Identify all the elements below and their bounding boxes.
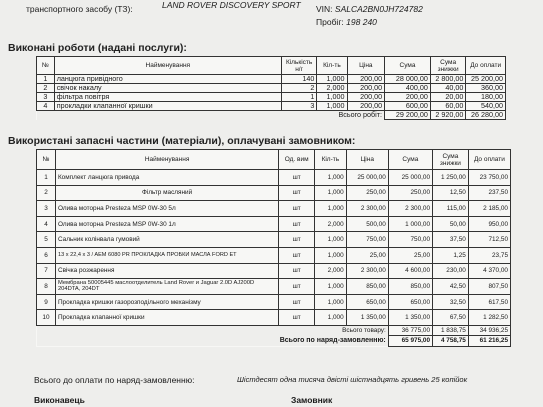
parts-pay: 950,00 [468,216,510,232]
works-total-row [37,111,506,120]
parts-row [37,310,511,326]
grand-total-pay: 61 216,25 [468,335,510,346]
works-qty-nh: 1 [281,93,316,102]
parts-name: Прокладка кришки газорозподільного механізму [55,294,278,310]
parts-unit: шт [279,185,315,201]
works-pay: 180,00 [466,93,506,102]
parts-row [37,279,511,295]
parts-price: 25,00 [346,247,388,263]
works-disc: 2 800,00 [430,75,465,84]
parts-name: Олива моторна Presteza MSP 0W-30 1л [55,216,278,232]
parts-unit: шт [279,232,315,248]
parts-unit: шт [279,279,315,295]
parts-sum: 850,00 [388,279,432,295]
parts-total-pay: 34 936,25 [468,325,510,335]
works-n: 1 [37,75,55,84]
parts-name: Мембрана 50005445 маслоотделитель Land Rover и Jaguar 2.0D AJ200D 204DTA, 204DT [55,279,278,295]
works-col-pay: До оплати [466,57,506,75]
parts-name: Фільтр масляний [55,185,278,201]
parts-col-pay: До оплати [468,150,510,170]
parts-row [37,232,511,248]
parts-pay: 4 370,00 [468,263,510,279]
works-table [36,56,506,120]
works-disc: 20,00 [430,93,465,102]
parts-row [37,294,511,310]
parts-row [37,216,511,232]
parts-unit: шт [279,201,315,217]
parts-price: 750,00 [346,232,388,248]
works-header-row [37,57,506,75]
works-n: 3 [37,93,55,102]
works-pay: 25 200,00 [466,75,506,84]
parts-qty: 1,000 [315,201,347,217]
works-qty-nh: 3 [281,102,316,111]
executor-label: Виконавець [34,395,85,405]
parts-price: 850,00 [346,279,388,295]
parts-sum: 2 300,00 [388,201,432,217]
parts-col-qty: Кіл-ть [315,150,347,170]
works-name: свічок накалу [54,84,281,93]
works-total-label: Всього робіт: [37,111,385,120]
works-price: 200,00 [347,75,385,84]
parts-n: 8 [37,279,56,295]
parts-name: Олива моторна Presteza MSP 0W-30 5л [55,201,278,217]
parts-price: 25 000,00 [346,170,388,186]
parts-price: 2 300,00 [346,201,388,217]
parts-col-n: № [37,150,56,170]
parts-pay: 617,50 [468,294,510,310]
works-name: ланцюга привідного [54,75,281,84]
works-col-price: Ціна [347,57,385,75]
parts-pay: 23 750,00 [468,170,510,186]
works-col-disc: Сума знижки [430,57,465,75]
parts-sum: 650,00 [388,294,432,310]
parts-name: Комплект ланцюга привода [55,170,278,186]
works-price: 200,00 [347,102,385,111]
parts-sum: 1 000,00 [388,216,432,232]
parts-price: 250,00 [346,185,388,201]
parts-n: 3 [37,201,56,217]
works-row [37,75,506,84]
parts-disc: 42,50 [433,279,469,295]
parts-n: 4 [37,216,56,232]
works-price: 200,00 [347,93,385,102]
vehicle-model: LAND ROVER DISCOVERY SPORT [162,0,301,10]
parts-qty: 1,000 [315,185,347,201]
works-title: Виконані роботи (надані послуги): [8,42,187,54]
works-name: прокладки клапанної кришки [54,102,281,111]
works-n: 4 [37,102,55,111]
parts-name: 13 x 22,4 x 3 / AEM 6080 PR ПРОКЛАДКА ПРОБКИ МАСЛА FORD ET [55,247,278,263]
works-n: 2 [37,84,55,93]
vin-row [316,4,423,14]
works-pay: 360,00 [466,84,506,93]
works-col-n: № [37,57,55,75]
parts-disc: 230,00 [433,263,469,279]
vin-label: VIN: [316,4,333,14]
works-col-name: Найменування [54,57,281,75]
parts-sum: 750,00 [388,232,432,248]
grand-total-disc: 4 758,75 [433,335,469,346]
parts-unit: шт [279,216,315,232]
parts-n: 6 [37,247,56,263]
parts-name: Прокладка клапанної кришки [55,310,278,326]
works-qty: 1,000 [317,75,347,84]
parts-price: 650,00 [346,294,388,310]
parts-n: 5 [37,232,56,248]
parts-row [37,263,511,279]
works-col-qty-nh: Кількість н/г [281,57,316,75]
works-total-pay: 26 280,00 [466,111,506,120]
parts-row [37,185,511,201]
parts-qty: 1,000 [315,279,347,295]
mileage-label: Пробіг: [316,17,344,27]
pay-total-words: Шістдесят одна тисяча двісті шістнадцять гривень 25 копійок [237,375,468,384]
vehicle-label: транспортного засобу (ТЗ): [26,4,133,14]
parts-unit: шт [279,294,315,310]
parts-pay: 23,75 [468,247,510,263]
parts-disc: 12,50 [433,185,469,201]
works-disc: 60,00 [430,102,465,111]
works-qty: 2,000 [317,84,347,93]
works-qty-nh: 140 [281,75,316,84]
parts-total-sum: 36 775,00 [388,325,432,335]
parts-price: 2 300,00 [346,263,388,279]
parts-unit: шт [279,310,315,326]
parts-disc: 67,50 [433,310,469,326]
parts-row [37,201,511,217]
parts-title: Використані запасні частини (матеріали), оплачувані замовником: [8,135,356,147]
parts-row [37,247,511,263]
parts-col-sum: Сума [388,150,432,170]
mileage-value: 198 240 [346,17,377,27]
parts-total-disc: 1 838,75 [433,325,469,335]
works-total-disc: 2 920,00 [430,111,465,120]
parts-n: 10 [37,310,56,326]
works-sum: 200,00 [385,93,431,102]
pay-total-label: Всього до оплати по наряд-замовленню: [34,375,195,385]
customer-label: Замовник [291,395,333,405]
parts-pay: 807,50 [468,279,510,295]
works-pay: 540,00 [466,102,506,111]
parts-unit: шт [279,247,315,263]
works-sum: 28 000,00 [385,75,431,84]
parts-name: Сальник колінвала гумовий [55,232,278,248]
works-row [37,84,506,93]
works-row [37,102,506,111]
parts-n: 2 [37,185,56,201]
parts-qty: 2,000 [315,216,347,232]
works-row [37,93,506,102]
parts-sum: 1 350,00 [388,310,432,326]
works-name: фільтра повітря [54,93,281,102]
parts-total-label: Всього товару: [37,325,389,335]
parts-qty: 1,000 [315,232,347,248]
works-total-sum: 29 200,00 [385,111,431,120]
parts-qty: 1,000 [315,170,347,186]
parts-n: 9 [37,294,56,310]
parts-n: 1 [37,170,56,186]
parts-pay: 1 282,50 [468,310,510,326]
parts-unit: шт [279,263,315,279]
parts-sum: 25 000,00 [388,170,432,186]
parts-disc: 1,25 [433,247,469,263]
parts-sum: 250,00 [388,185,432,201]
parts-header-row [37,150,511,170]
parts-disc: 1 250,00 [433,170,469,186]
parts-disc: 37,50 [433,232,469,248]
parts-name: Свічка розжарення [55,263,278,279]
parts-unit: шт [279,170,315,186]
parts-col-unit: Од. вим [279,150,315,170]
parts-qty: 1,000 [315,294,347,310]
works-qty: 1,000 [317,102,347,111]
parts-col-name: Найменування [55,150,278,170]
parts-table [36,149,511,347]
works-qty: 1,000 [317,93,347,102]
grand-total-label: Всього по наряд-замовленню: [37,335,389,346]
works-qty-nh: 2 [281,84,316,93]
parts-n: 7 [37,263,56,279]
works-col-qty: Кіл-ть [317,57,347,75]
mileage-row [316,17,377,27]
grand-total-sum: 65 975,00 [388,335,432,346]
works-sum: 400,00 [385,84,431,93]
parts-pay: 237,50 [468,185,510,201]
parts-pay: 2 185,00 [468,201,510,217]
works-col-sum: Сума [385,57,431,75]
parts-total-row [37,325,511,335]
parts-disc: 50,00 [433,216,469,232]
parts-disc: 115,00 [433,201,469,217]
grand-total-row [37,335,511,346]
parts-pay: 712,50 [468,232,510,248]
vin-value: SALCA2BN0JH724782 [334,4,423,14]
parts-price: 1 350,00 [346,310,388,326]
works-sum: 600,00 [385,102,431,111]
parts-qty: 1,000 [315,310,347,326]
parts-price: 500,00 [346,216,388,232]
parts-sum: 25,00 [388,247,432,263]
parts-sum: 4 600,00 [388,263,432,279]
parts-row [37,170,511,186]
parts-disc: 32,50 [433,294,469,310]
parts-qty: 2,000 [315,263,347,279]
parts-col-disc: Сума знижки [433,150,469,170]
parts-qty: 1,000 [315,247,347,263]
parts-col-price: Ціна [346,150,388,170]
works-disc: 40,00 [430,84,465,93]
works-price: 200,00 [347,84,385,93]
